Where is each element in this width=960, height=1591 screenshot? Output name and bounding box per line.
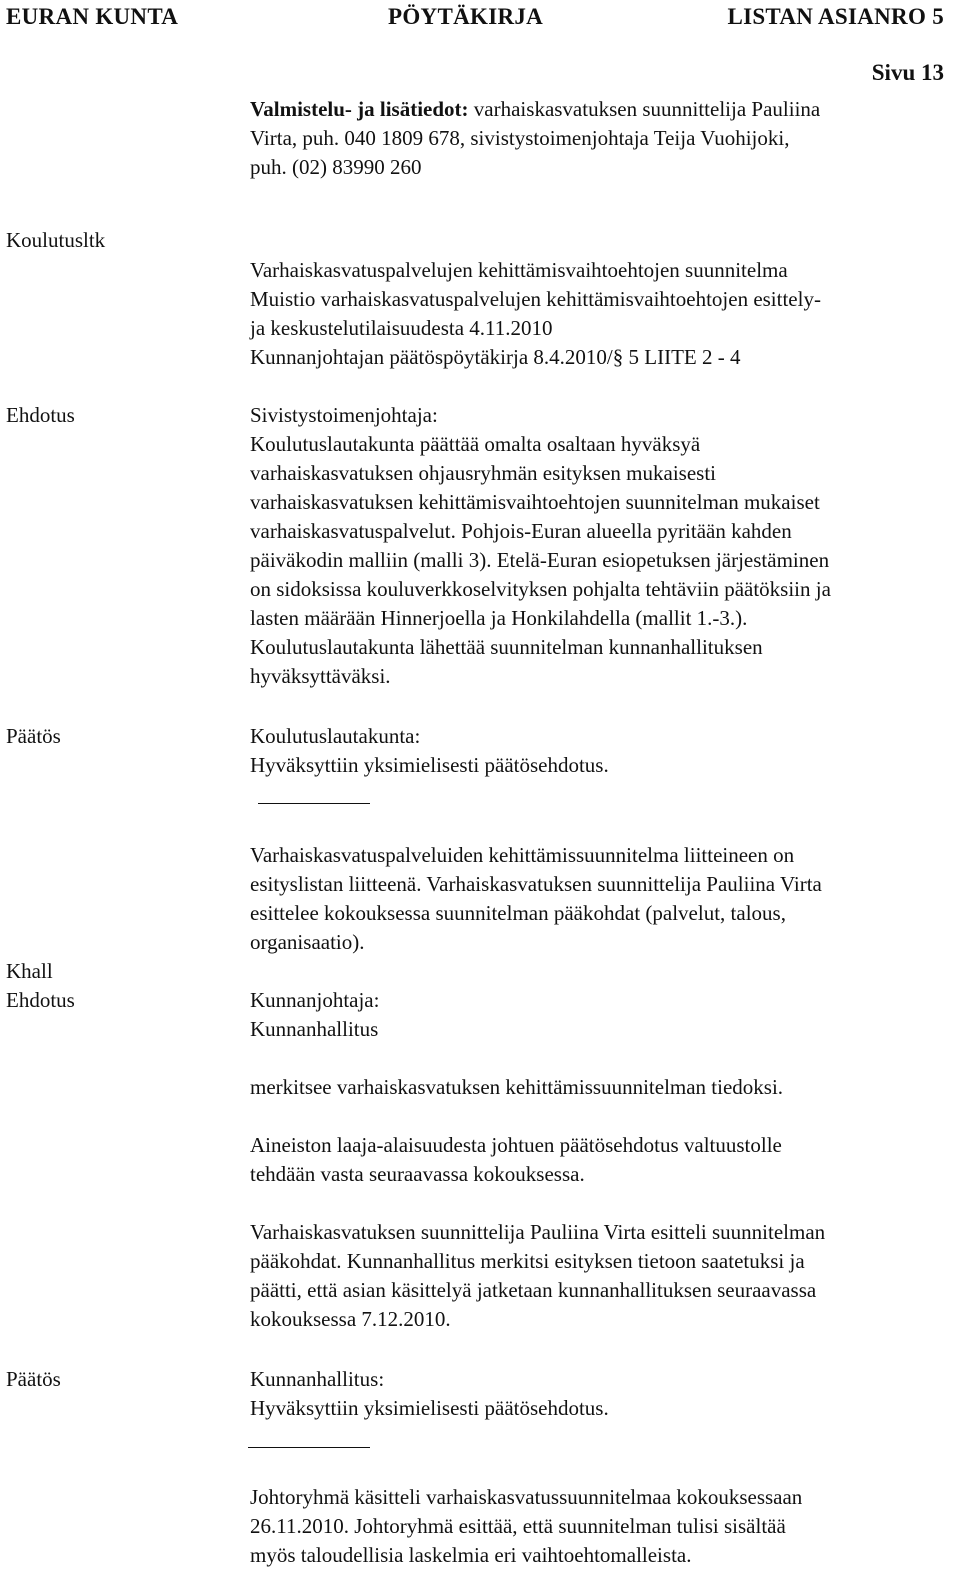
khall-line: merkitsee varhaiskasvatuksen kehittämissuunnitelman tiedoksi. xyxy=(250,1075,784,1099)
johtoryhma-line: Johtoryhmä käsitteli varhaiskasvatussuunnitelmaa kokouksessaan xyxy=(250,1485,803,1509)
khall-line: pääkohdat. Kunnanhallitus merkitsi esityksen tietoon saatetuksi ja xyxy=(250,1249,805,1273)
ehdotus-line: päiväkodin malliin (malli 3). Etelä-Euran esiopetuksen järjestäminen xyxy=(250,548,830,572)
ehdotus-line: Sivistystoimenjohtaja: xyxy=(250,403,438,427)
ehdotus-line: varhaiskasvatuksen ohjausryhmän esityksen mukaisesti xyxy=(250,461,716,485)
paatos-2-block xyxy=(250,1365,950,1423)
koulutusltk-line: Muistio varhaiskasvatuspalvelujen kehittämisvaihtoehtojen esittely- xyxy=(250,287,821,311)
ehdotus-line: varhaiskasvatuspalvelut. Pohjois-Euran alueella pyritään kahden xyxy=(250,519,792,543)
side-label-khall-2: Ehdotus xyxy=(6,988,75,1012)
divider-rule-2 xyxy=(248,1447,370,1448)
ehdotus-line: lasten määrään Hinnerjoella ja Honkilahdella (mallit 1.-3.). xyxy=(250,606,748,630)
ehdotus-line: Koulutuslautakunta lähettää suunnitelman kunnanhallituksen xyxy=(250,635,763,659)
paatos-2-line: Hyväksyttiin yksimielisesti päätösehdotus. xyxy=(250,1396,609,1420)
side-label-paatos: Päätös xyxy=(6,724,61,748)
preparation-line-1: Valmistelu- ja lisätiedot: varhaiskasvatuksen suunnittelija Pauliina xyxy=(250,97,821,121)
divider-rule xyxy=(258,803,370,804)
header-doc-type: PÖYTÄKIRJA xyxy=(388,4,544,29)
khall-para-3 xyxy=(250,1131,950,1189)
preparation-info xyxy=(250,95,945,182)
preparation-line-2: Virta, puh. 040 1809 678, sivistystoimenjohtaja Teija Vuohijoki, xyxy=(250,126,790,150)
ehdotus-line: hyväksyttäväksi. xyxy=(250,664,391,688)
intro-block xyxy=(250,841,950,957)
khall-para-2 xyxy=(250,1073,950,1102)
page-number: Sivu 13 xyxy=(871,60,944,85)
ehdotus-line: varhaiskasvatuksen kehittämisvaihtoehtojen suunnitelman mukaiset xyxy=(250,490,820,514)
paatos-line: Koulutuslautakunta: xyxy=(250,724,421,748)
koulutusltk-line: Kunnanjohtajan päätöspöytäkirja 8.4.2010/§ 5 LIITE 2 - 4 xyxy=(250,345,741,369)
khall-line: Varhaiskasvatuksen suunnittelija Pauliina Virta esitteli suunnitelman xyxy=(250,1220,826,1244)
koulutusltk-line: Varhaiskasvatuspalvelujen kehittämisvaihtoehtojen suunnitelma xyxy=(250,258,788,282)
koulutusltk-block xyxy=(250,256,950,372)
header-municipality: EURAN KUNTA xyxy=(6,4,179,29)
side-label-khall-1: Khall xyxy=(6,959,53,983)
khall-line: Kunnanjohtaja: xyxy=(250,988,380,1012)
intro-line: Varhaiskasvatuspalveluiden kehittämissuunnitelma liitteineen on xyxy=(250,843,795,867)
ehdotus-block xyxy=(250,401,950,691)
preparation-line-3: puh. (02) 83990 260 xyxy=(250,155,422,179)
side-label-khall xyxy=(6,957,75,1015)
paatos-2-line: Kunnanhallitus: xyxy=(250,1367,385,1391)
johtoryhma-block xyxy=(250,1483,950,1570)
johtoryhma-line: 26.11.2010. Johtoryhmä esittää, että suunnitelman tulisi sisältää xyxy=(250,1514,786,1538)
khall-line: Kunnanhallitus xyxy=(250,1017,379,1041)
koulutusltk-line: ja keskustelutilaisuudesta 4.11.2010 xyxy=(250,316,553,340)
page-header xyxy=(0,4,960,34)
header-list-item: LISTAN ASIANRO 5 xyxy=(727,4,944,29)
khall-line: kokouksessa 7.12.2010. xyxy=(250,1307,451,1331)
khall-block xyxy=(250,986,950,1044)
side-label-paatos-2: Päätös xyxy=(6,1367,61,1391)
paatos-line: Hyväksyttiin yksimielisesti päätösehdotus. xyxy=(250,753,609,777)
intro-line: esityslistan liitteenä. Varhaiskasvatuksen suunnittelija Pauliina Virta xyxy=(250,872,822,896)
side-label-ehdotus: Ehdotus xyxy=(6,403,75,427)
khall-line: tehdään vasta seuraavassa kokouksessa. xyxy=(250,1162,585,1186)
ehdotus-line: Koulutuslautakunta päättää omalta osaltaan hyväksyä xyxy=(250,432,701,456)
khall-para-4 xyxy=(250,1218,950,1334)
ehdotus-line: on sidoksissa kouluverkkoselvityksen pohjalta tehtäviin päätöksiin ja xyxy=(250,577,831,601)
khall-line: päätti, että asian käsittelyä jatketaan kunnanhallituksen seuraavassa xyxy=(250,1278,817,1302)
side-label-koulutusltk: Koulutusltk xyxy=(6,228,106,252)
johtoryhma-line: myös taloudellisia laskelmia eri vaihtoehtomalleista. xyxy=(250,1543,692,1567)
intro-line: esittelee kokouksessa suunnitelman pääkohdat (palvelut, talous, xyxy=(250,901,786,925)
intro-line: organisaatio). xyxy=(250,930,365,954)
preparation-label: Valmistelu- ja lisätiedot: xyxy=(250,97,469,121)
paatos-block xyxy=(250,722,950,780)
khall-line: Aineiston laaja-alaisuudesta johtuen päätösehdotus valtuustolle xyxy=(250,1133,782,1157)
